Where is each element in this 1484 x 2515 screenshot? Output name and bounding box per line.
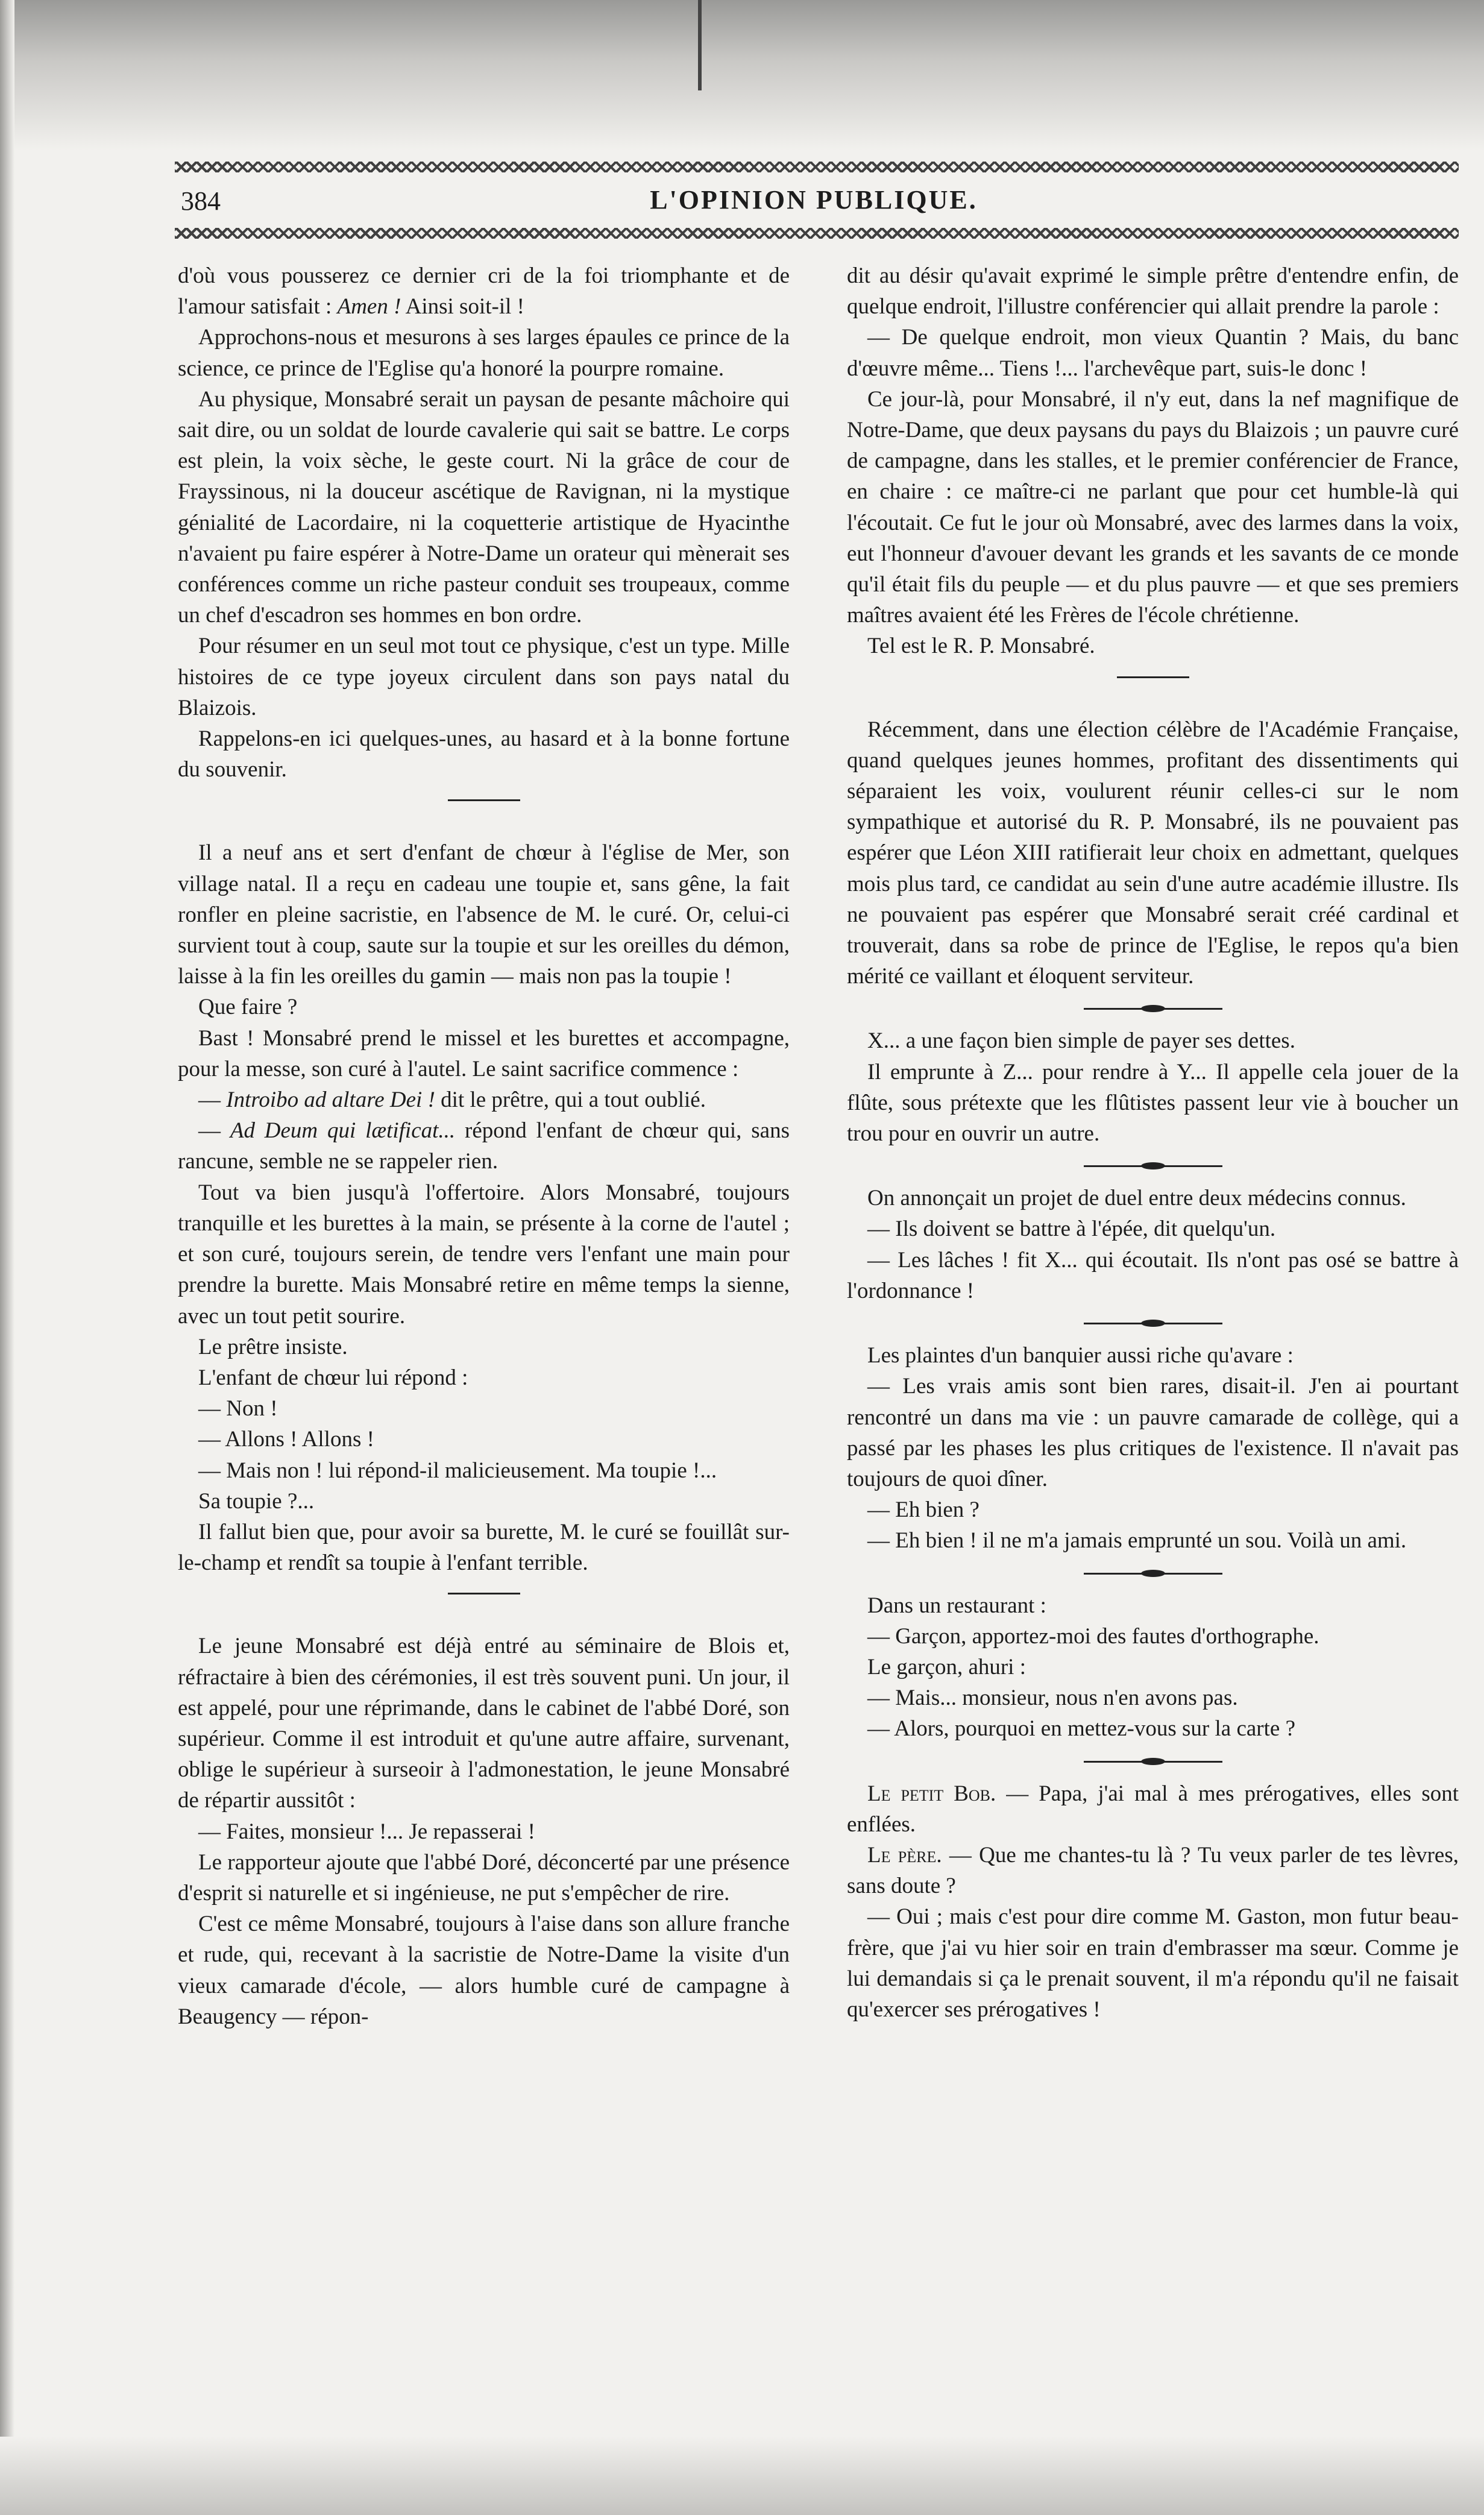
paragraph: — Garçon, apportez-moi des fautes d'orthographe.	[867, 1623, 1319, 1649]
text: — Papa, j'ai mal à mes prérogatives, elles sont enflées.	[847, 1781, 1459, 1837]
ornamental-separator	[1084, 1317, 1222, 1329]
left-column	[178, 260, 790, 2032]
page-number: 384	[181, 186, 221, 216]
paragraph: Tout va bien jusqu'à l'offertoire. Alors Monsabré, toujours tranquille et les burettes à la main, se présente à la corne de l'autel ; et son curé, toujours serein, de tendre vers l'enfant une main pour prendre la burette. Mais Monsabré retire en même temps la sienne, avec un tout petit sourire.	[178, 1180, 790, 1329]
section-separator	[448, 1593, 520, 1594]
paragraph: X... a une façon bien simple de payer ses dettes.	[867, 1028, 1295, 1054]
speaker-name: Le petit Bob.	[867, 1781, 996, 1806]
paragraph: Que faire ?	[198, 995, 298, 1020]
paragraph: C'est ce même Monsabré, toujours à l'aise dans son allure franche et rude, qui, recevant à la sacristie de Notre-Dame la visite d'un vieux camarade d'école, — alors humble curé de campagne à Beaugency — répon-	[178, 1912, 790, 2029]
paragraph: Le prêtre insiste.	[198, 1334, 348, 1359]
paragraph: — Mais non ! lui répond-il malicieusement. Ma toupie !...	[198, 1458, 717, 1483]
paragraph: L'enfant de chœur lui répond :	[198, 1365, 468, 1390]
speaker-name: Le père.	[867, 1842, 942, 1868]
paragraph: Les plaintes d'un banquier aussi riche qu'avare :	[867, 1343, 1294, 1368]
paragraph: Rappelons-en ici quelques-unes, au hasard et à la bonne fortune du souvenir.	[178, 726, 790, 782]
paragraph: Tel est le R. P. Monsabré.	[867, 634, 1095, 659]
paragraph: Il a neuf ans et sert d'enfant de chœur à l'église de Mer, son village natal. Il a reçu en cadeau une toupie et, sans gêne, la fait ronfler en pleine sacristie, en l'absence de M. le curé. Or, celui-ci survient tout à coup, saute sur la toupie et sur les oreilles du démon, laisse à la fin les oreilles du gamin — mais non pas la toupie !	[178, 840, 790, 989]
text: — Que me chantes-tu là ? Tu veux parler de tes lèvres, sans doute ?	[847, 1842, 1459, 1899]
ornamental-separator	[1084, 1003, 1222, 1015]
text: Ainsi soit-il !	[401, 294, 524, 319]
text: —	[198, 1118, 230, 1144]
paragraph: Il emprunte à Z... pour rendre à Y... Il appelle cela jouer de la flûte, sous prétexte que les flûtistes passent leur vie à boucher un trou pour en ouvrir un autre.	[847, 1059, 1459, 1147]
paragraph: — Oui ; mais c'est pour dire comme M. Gaston, mon futur beau-frère, que j'ai vu hier soir en train d'embrasser ma sœur. Comme je lui demandais si ça le prenait souvent, il m'a répondu qu'il ne faisait qu'exercer ses prérogatives !	[847, 1904, 1459, 2022]
running-head	[181, 181, 1447, 223]
paragraph: Sa toupie ?...	[198, 1488, 315, 1514]
page-crease	[698, 0, 702, 90]
paragraph: Le jeune Monsabré est déjà entré au séminaire de Blois et, réfractaire à bien des cérémonies, il est très souvent puni. Un jour, il est appelé, pour une réprimande, dans le cabinet de l'abbé Doré, son supérieur. Comme il est introduit et qu'une autre affaire, survenant, oblige le supérieur à surseoir à l'admonestation, le jeune Monsabré de répartir aussitôt :	[178, 1634, 790, 1813]
paragraph	[178, 1115, 790, 1177]
paragraph: Il fallut bien que, pour avoir sa burette, M. le curé se fouillât sur-le-champ et rendît sa toupie à l'enfant terrible.	[178, 1519, 790, 1576]
ornamental-separator	[1084, 1567, 1222, 1579]
paragraph: On annonçait un projet de duel entre deux médecins connus.	[867, 1186, 1406, 1211]
scan-left-edge	[0, 0, 14, 2515]
ornamental-rule-top	[175, 162, 1459, 172]
paragraph: — Ils doivent se battre à l'épée, dit quelqu'un.	[867, 1217, 1276, 1242]
paragraph: — Allons ! Allons !	[198, 1427, 374, 1452]
ornamental-rule-bottom	[175, 228, 1459, 239]
paragraph: — Eh bien ! il ne m'a jamais emprunté un sou. Voilà un ami.	[867, 1528, 1407, 1553]
paragraph: dit au désir qu'avait exprimé le simple prêtre d'entendre enfin, de quelque endroit, l'illustre conférencier qui allait prendre la parole :	[847, 263, 1459, 319]
text: répond l'enfant de chœur qui, sans rancune, semble ne se rappeler rien.	[178, 1118, 790, 1174]
text: —	[198, 1088, 227, 1113]
paragraph: Au physique, Monsabré serait un paysan de pesante mâchoire qui sait dire, ou un soldat de lourde cavalerie qui sait se battre. Le corps est plein, la voix sèche, le geste court. Ni la grâce de cour de Frayssinous, ni la douceur ascétique de Ravignan, ni la mystique génialité de Lacordaire, ni la coquetterie artistique de Hyacinthe n'avaient pu faire espérer à Notre-Dame un orateur qui mènerait ses conférences comme un riche pasteur conduit ses troupeaux, comme un chef d'escadron ses hommes en bon ordre.	[178, 386, 790, 628]
paragraph: — Alors, pourquoi en mettez-vous sur la carte ?	[867, 1716, 1295, 1742]
paragraph	[178, 1084, 790, 1115]
paragraph: Le garçon, ahuri :	[867, 1654, 1026, 1679]
ornamental-separator	[1084, 1160, 1222, 1172]
emphasis: Amen !	[337, 294, 401, 319]
paragraph: — Mais... monsieur, nous n'en avons pas.	[867, 1686, 1238, 1711]
paragraph: — De quelque endroit, mon vieux Quantin ? Mais, du banc d'œuvre même... Tiens !... l'archevêque part, suis-le donc !	[847, 325, 1459, 381]
paragraph: — Eh bien ?	[867, 1497, 979, 1523]
paragraph: — Non !	[198, 1396, 278, 1421]
paragraph	[847, 1778, 1459, 1840]
journal-title: L'OPINION PUBLIQUE.	[650, 185, 978, 215]
paragraph: Dans un restaurant :	[867, 1593, 1046, 1618]
scan-top-shadow	[0, 0, 1484, 151]
paragraph: — Les lâches ! fit X... qui écoutait. Ils n'ont pas osé se battre à l'ordonnance !	[847, 1247, 1459, 1303]
latin-quote: Ad Deum qui lætificat...	[230, 1118, 456, 1144]
paragraph: Récemment, dans une élection célèbre de l'Académie Française, quand quelques jeunes hommes, profitant des dissentiments qui séparaient les voix, voulurent réunir celles-ci sur le nom sympathique et autorisé du R. P. Monsabré, ils ne pouvaient pas espérer que Léon XIII ratifierait leur choix en admettant, quelques mois plus tard, ce candidat au sein d'une autre académie illustre. Ils ne pouvaient pas espérer que Monsabré serait créé cardinal et trouverait, dans sa robe de prince de l'Eglise, le repos qu'a bien mérité ce vaillant et éloquent serviteur.	[847, 717, 1459, 989]
paragraph: — Les vrais amis sont bien rares, disait-il. J'en ai pourtant rencontré un dans ma vie : un pauvre camarade de collège, qui a passé par les phases les plus critiques de l'existence. Il n'avait pas toujours de quoi dîner.	[847, 1374, 1459, 1491]
paragraph: Pour résumer en un seul mot tout ce physique, c'est un type. Mille histoires de ce type joyeux circulent dans son pays natal du Blaizois.	[178, 634, 790, 720]
paragraph: — Faites, monsieur !... Je repasserai !	[198, 1819, 535, 1844]
paragraph: Le rapporteur ajoute que l'abbé Doré, déconcerté par une présence d'esprit si naturelle et si ingénieuse, ne put s'empêcher de rire.	[178, 1849, 790, 1906]
paragraph: Bast ! Monsabré prend le missel et les burettes et accompagne, pour la messe, son curé à l'autel. Le saint sacrifice commence :	[178, 1025, 790, 1081]
section-separator	[448, 799, 520, 801]
ornamental-separator	[1084, 1755, 1222, 1767]
paragraph	[178, 260, 790, 322]
text: d'où vous pousserez ce dernier cri de la foi triomphante et de l'amour satisfait :	[178, 263, 790, 319]
paragraph	[847, 1840, 1459, 1901]
right-column	[847, 260, 1459, 2025]
paragraph: Approchons-nous et mesurons à ses larges épaules ce prince de la science, ce prince de l'Eglise qu'a honoré la pourpre romaine.	[178, 325, 790, 381]
paragraph: Ce jour-là, pour Monsabré, il n'y eut, dans la nef magnifique de Notre-Dame, que deux paysans du pays du Blaizois ; un pauvre curé de campagne, dans les stalles, et le premier conférencier de France, en chaire : ce maître-ci ne parlant que pour cet humble-là qui l'écoutait. Ce fut le jour où Monsabré, avec des larmes dans la voix, eut l'honneur d'avouer devant les grands et les savants de ce monde qu'il était fils du peuple — et du plus pauvre — et que ses premiers maîtres avaient été les Frères de l'école chrétienne.	[847, 386, 1459, 628]
scan-bottom-shadow	[0, 2437, 1484, 2515]
text: dit le prêtre, qui a tout oublié.	[435, 1088, 706, 1113]
latin-quote: Introibo ad altare Dei !	[226, 1088, 435, 1113]
section-separator	[1117, 676, 1189, 678]
